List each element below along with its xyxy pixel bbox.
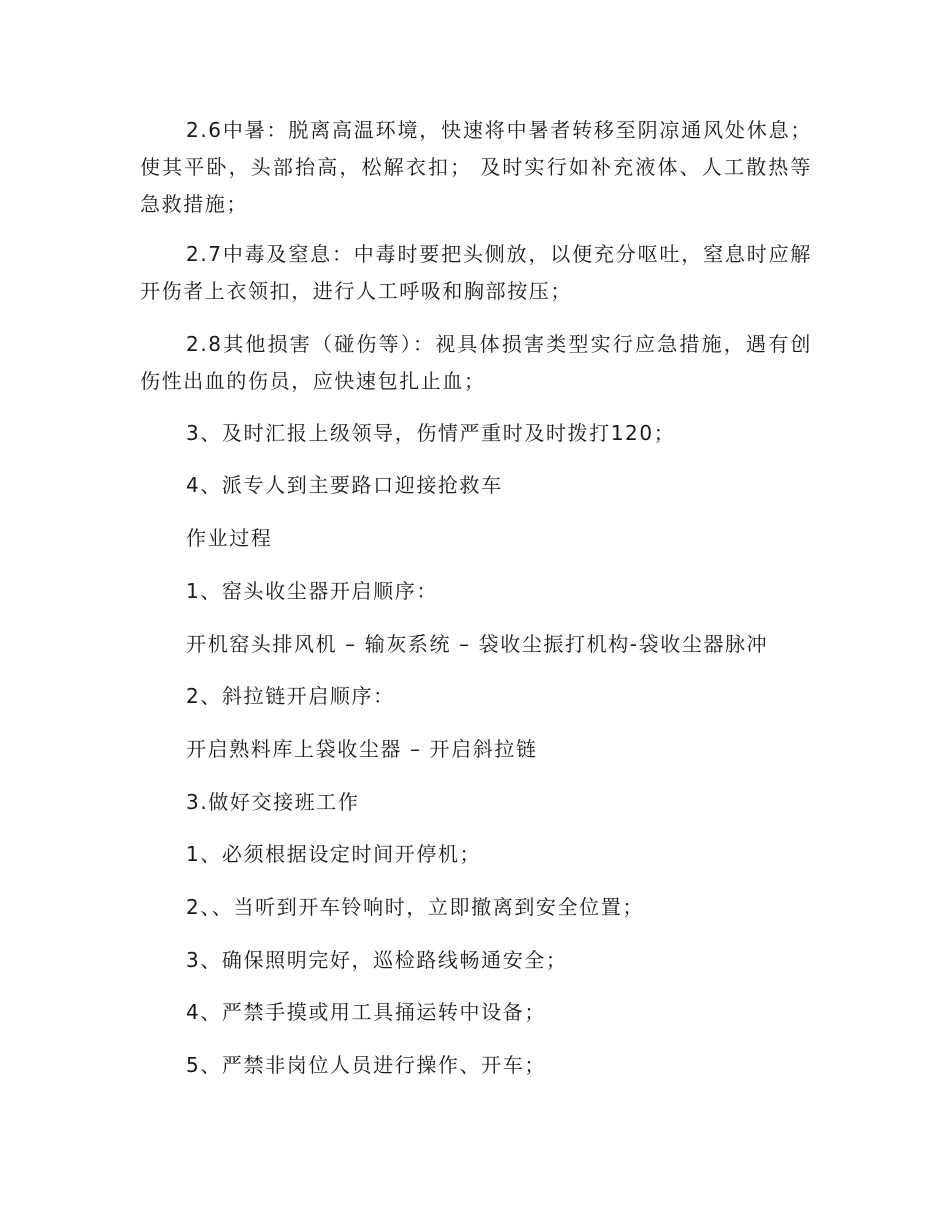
paragraph-other-injury: 2.8其他损害（碰伤等）：视具体损害类型实行应急措施，遇有创伤性出血的伤员，应快速包扎止血； <box>140 332 812 393</box>
paragraph-heatstroke: 2.6中暑：脱离高温环境，快速将中暑者转移至阴凉通风处休息；使其平卧，头部抬高，松解衣扣； 及时实行如补充液体、人工散热等急救措施； <box>140 118 812 216</box>
line-chain-sequence: 开启熟料库上袋收尘器 – 开启斜拉链 <box>186 737 538 761</box>
line-rule-2: 2、、当听到开车铃响时，立即撤离到安全位置； <box>186 895 644 919</box>
paragraph-poisoning: 2.7中毒及窒息：中毒时要把头侧放，以便充分呕吐，窒息时应解开伤者上衣领扣，进行人工呼吸和胸部按压； <box>140 242 812 303</box>
section-heading-work-process: 作业过程 <box>186 526 273 550</box>
line-rule-3: 3、确保照明完好，巡检路线畅通安全； <box>186 948 568 972</box>
line-rule-5: 5、严禁非岗位人员进行操作、开车； <box>186 1053 546 1077</box>
line-rule-1: 1、必须根据设定时间开停机； <box>186 842 482 866</box>
line-chain-order: 2、斜拉链开启顺序： <box>186 684 395 708</box>
line-dust-collector-order: 1、窑头收尘器开启顺序： <box>186 579 438 603</box>
line-rule-4: 4、严禁手摸或用工具捅运转中设备； <box>186 1000 546 1024</box>
line-meet-ambulance: 4、派专人到主要路口迎接抢救车 <box>186 473 503 497</box>
section-heading-shift-handover: 3.做好交接班工作 <box>186 790 360 814</box>
line-dust-collector-sequence: 开机窑头排风机 – 输灰系统 – 袋收尘振打机构-袋收尘器脉冲 <box>186 632 769 656</box>
line-report-leader: 3、及时汇报上级领导，伤情严重时及时拨打120； <box>186 421 676 445</box>
